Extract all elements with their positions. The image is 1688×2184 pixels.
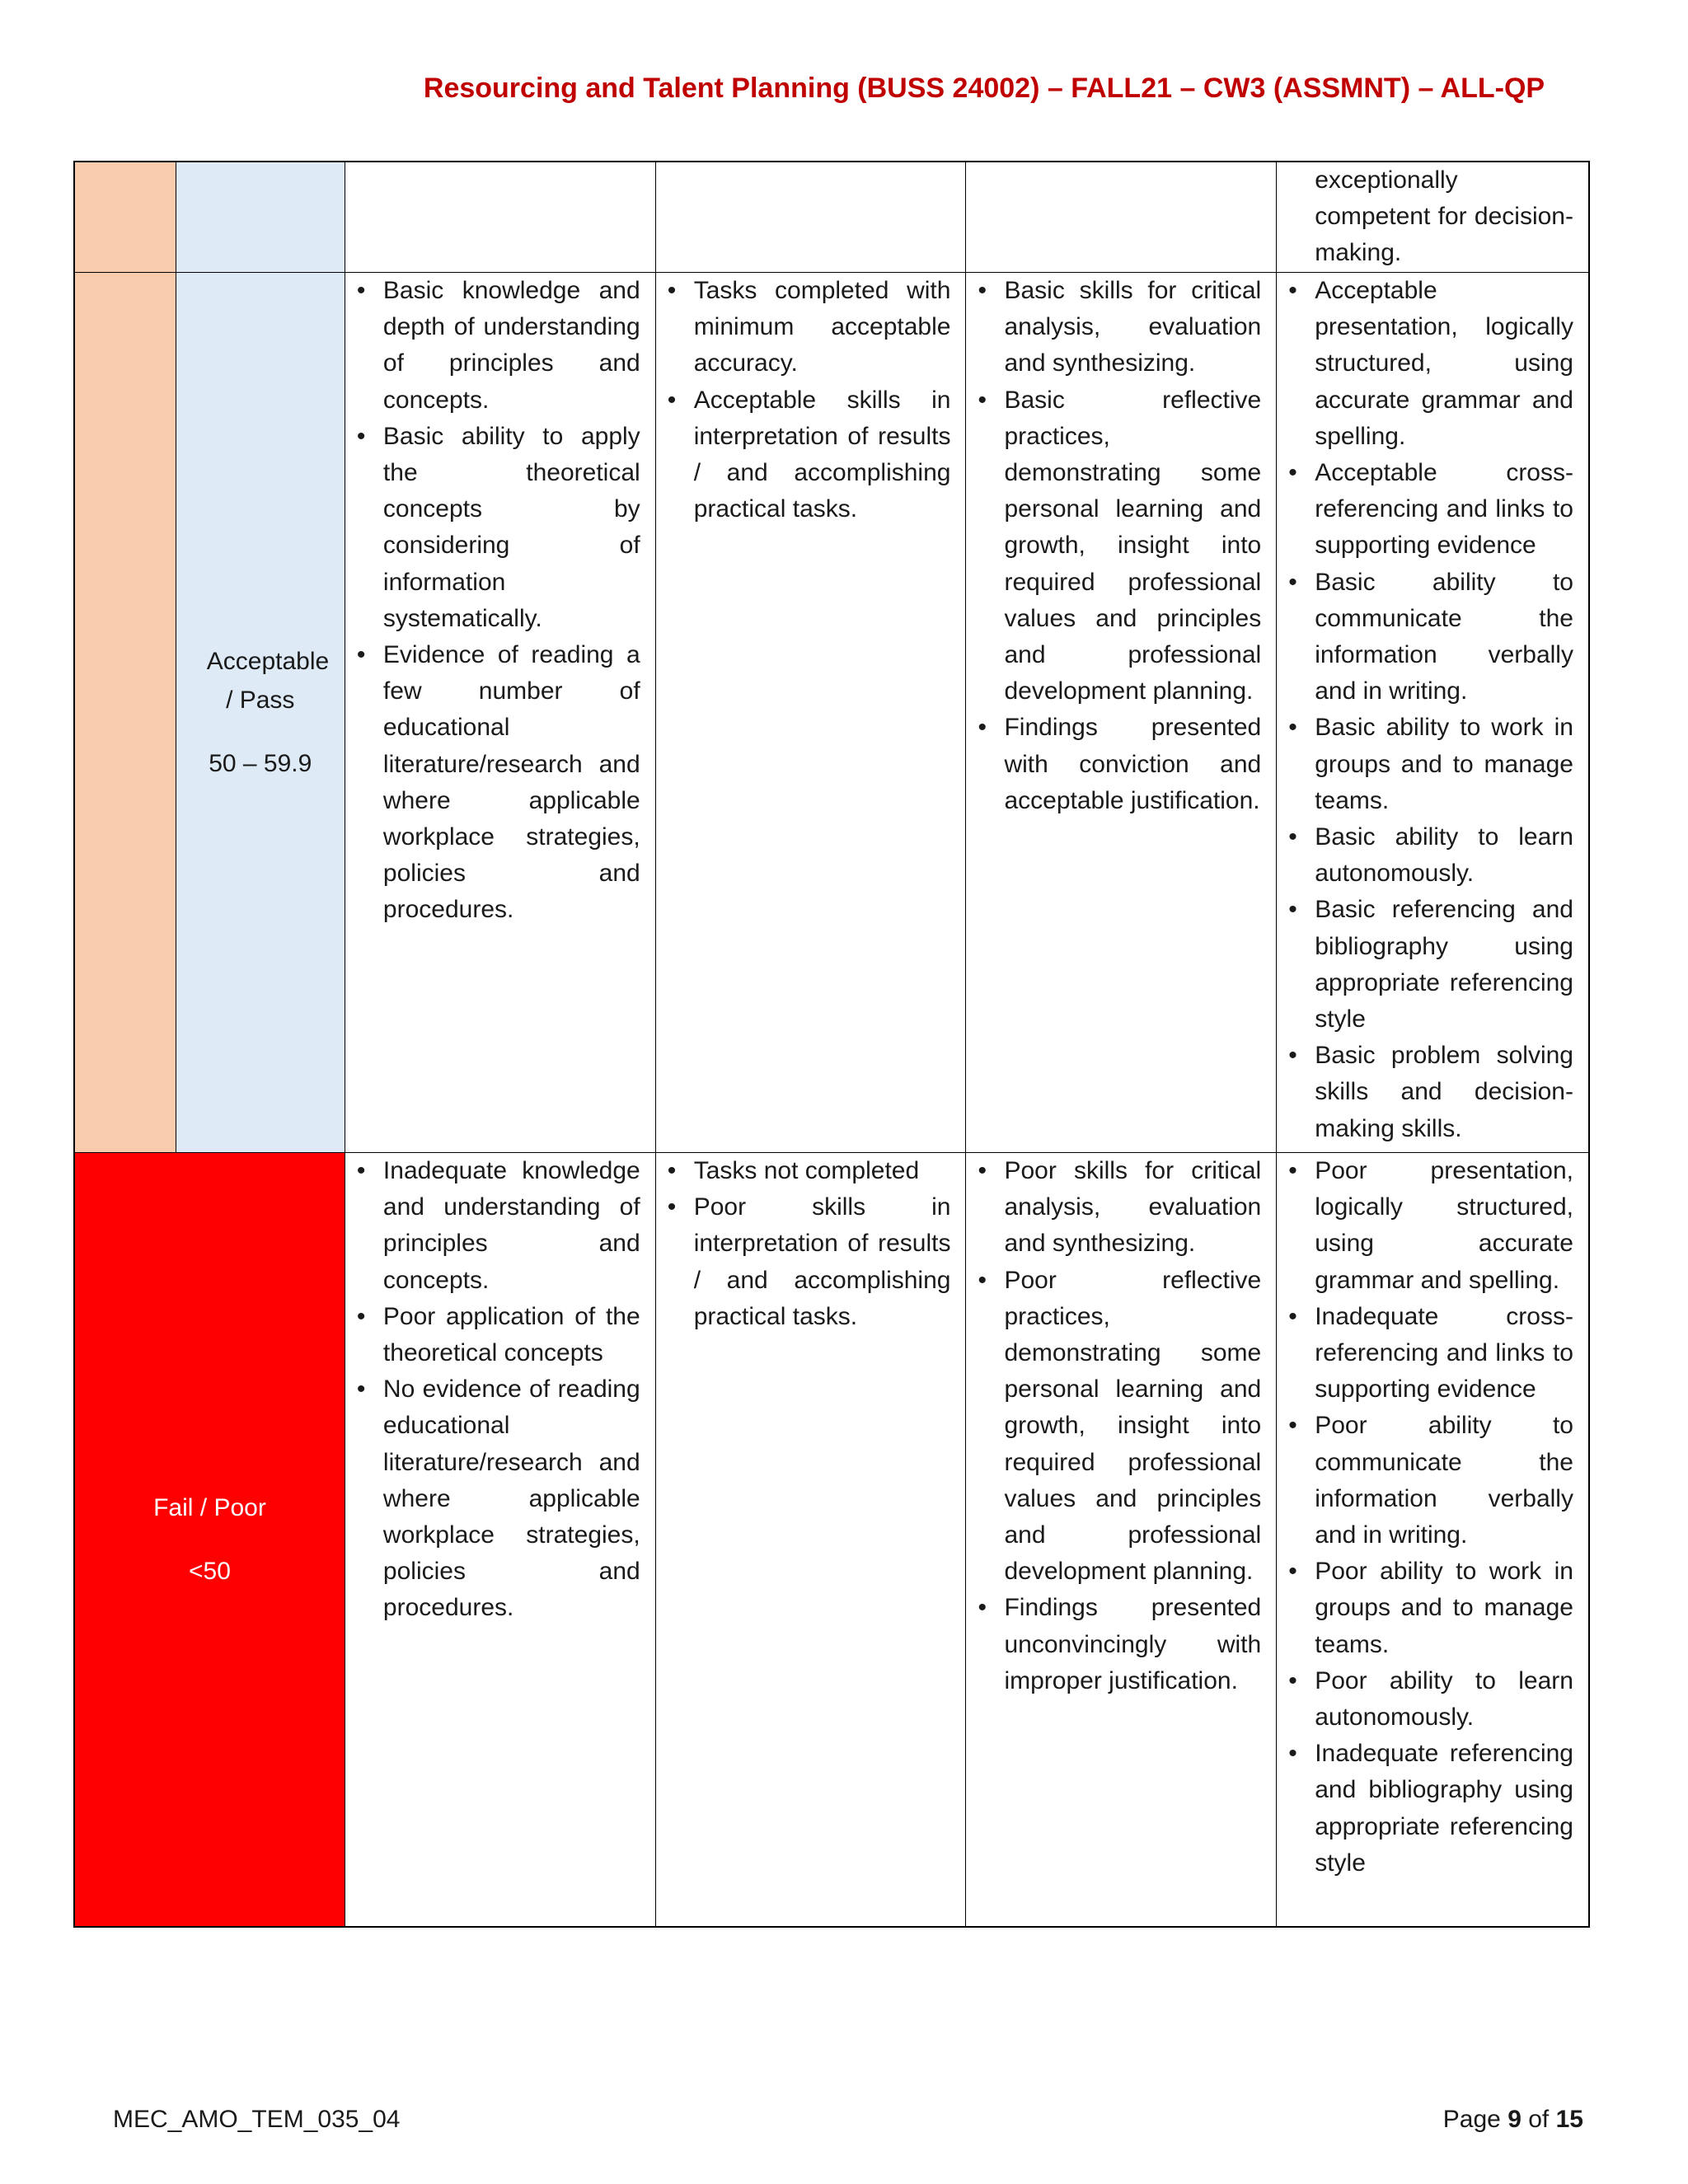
- analysis-cell-empty: [965, 162, 1276, 272]
- criteria-item: • Basic problem solving skills and decision-making skills.: [1315, 1038, 1573, 1147]
- criteria-item: • Acceptable cross-referencing and links to supporting evidence: [1315, 455, 1573, 565]
- criteria-item: • Basic ability to learn autonomously.: [1315, 819, 1573, 892]
- band-color-cell: [75, 273, 176, 1152]
- knowledge-cell-empty: [345, 162, 655, 272]
- criteria-list: [345, 1153, 655, 1627]
- criteria-item: • Inadequate referencing and bibliography using appropriate referencing style: [1315, 1736, 1573, 1882]
- analysis-cell-acceptable: [965, 273, 1276, 1152]
- criteria-item: • Poor ability to work in groups and to manage teams.: [1315, 1554, 1573, 1663]
- criteria-item: • Basic ability to apply the theoretical concepts by considering of information systematically.: [383, 419, 640, 637]
- criteria-item: • Poor ability to learn autonomously.: [1315, 1663, 1573, 1736]
- criteria-item: • Evidence of reading a few number of educational literature/research and where applicable workplace strategies, policies and procedures.: [383, 637, 640, 929]
- tasks-cell-acceptable: [655, 273, 966, 1152]
- criteria-list: [966, 1153, 1276, 1699]
- criteria-list: [656, 273, 966, 527]
- criteria-item: • Basic reflective practices, demonstrating some personal learning and growth, insight into required professional values and principles and professional development planning.: [1004, 382, 1261, 710]
- page-current: 9: [1507, 2106, 1522, 2133]
- criteria-item: • Tasks not completed: [694, 1153, 951, 1189]
- grade-range: 50 – 59.9: [209, 750, 312, 777]
- criteria-item: • Poor skills in interpretation of results / and accomplishing practical tasks.: [694, 1189, 951, 1335]
- criteria-item: • Acceptable presentation, logically structured, using accurate grammar and spelling.: [1315, 273, 1573, 455]
- criteria-item: • Basic knowledge and depth of understanding of principles and concepts.: [383, 273, 640, 419]
- grade-range: <50: [189, 1558, 231, 1585]
- analysis-cell-fail: [965, 1153, 1276, 1926]
- page-total: 15: [1555, 2106, 1583, 2133]
- criteria-item: • Basic skills for critical analysis, evaluation and synthesizing.: [1004, 273, 1261, 382]
- criteria-item: • Findings presented unconvincingly with improper justification.: [1004, 1590, 1261, 1699]
- criteria-item: • Tasks completed with minimum acceptable accuracy.: [694, 273, 951, 382]
- criteria-item: • Poor application of the theoretical concepts: [383, 1299, 640, 1371]
- grade-cell-acceptable: [176, 273, 345, 1152]
- grade-cell-fail: [75, 1153, 345, 1926]
- criteria-item: • Poor presentation, logically structured, using accurate grammar and spelling.: [1315, 1153, 1573, 1299]
- grade-cell-empty: [176, 162, 345, 272]
- page-prefix: Page: [1442, 2106, 1501, 2133]
- rubric-row-fail: [75, 1152, 1588, 1926]
- rubric-row-acceptable: [75, 272, 1588, 1152]
- criteria-list: [345, 273, 655, 929]
- criteria-item: • Findings presented with conviction and acceptable justification.: [1004, 710, 1261, 819]
- criteria-item: • Inadequate knowledge and understanding of principles and concepts.: [383, 1153, 640, 1299]
- criteria-list: [1277, 1153, 1588, 1882]
- criteria-list: [656, 1153, 966, 1335]
- criteria-item: • Inadequate cross-referencing and links to supporting evidence: [1315, 1299, 1573, 1408]
- tasks-cell-empty: [655, 162, 966, 272]
- rubric-row-continuation: [75, 162, 1588, 272]
- page-of: of: [1528, 2106, 1550, 2133]
- knowledge-cell-fail: [345, 1153, 655, 1926]
- criteria-list: [966, 273, 1276, 819]
- document-code: MEC_AMO_TEM_035_04: [113, 2106, 401, 2133]
- page-title: Resourcing and Talent Planning (BUSS 24002) – FALL21 – CW3 (ASSMNT) – ALL-QP: [423, 73, 1545, 104]
- communication-continuation-text: exceptionally competent for decision-making.: [1315, 166, 1573, 266]
- criteria-item: • Basic ability to work in groups and to manage teams.: [1315, 710, 1573, 819]
- knowledge-cell-acceptable: [345, 273, 655, 1152]
- communication-cell-fail: [1276, 1153, 1588, 1926]
- communication-cell-acceptable: [1276, 273, 1588, 1152]
- criteria-item: • Poor ability to communicate the information verbally and in writing.: [1315, 1408, 1573, 1554]
- communication-cell-continuation: [1276, 162, 1588, 272]
- grade-label: Fail / Poor: [153, 1494, 266, 1521]
- band-color-cell: [75, 162, 176, 272]
- grade-label: Acceptable / Pass: [206, 648, 330, 714]
- rubric-table: [73, 161, 1590, 1928]
- criteria-item: • No evidence of reading educational literature/research and where applicable workplace strategies, policies and procedures.: [383, 1371, 640, 1626]
- tasks-cell-fail: [655, 1153, 966, 1926]
- criteria-item: • Acceptable skills in interpretation of results / and accomplishing practical tasks.: [694, 382, 951, 528]
- criteria-item: • Basic referencing and bibliography using appropriate referencing style: [1315, 892, 1573, 1038]
- criteria-item: • Basic ability to communicate the information verbally and in writing.: [1315, 565, 1573, 710]
- criteria-item: • Poor skills for critical analysis, evaluation and synthesizing.: [1004, 1153, 1261, 1263]
- criteria-item: • Poor reflective practices, demonstrating some personal learning and growth, insight into required professional values and principles and professional development planning.: [1004, 1263, 1261, 1591]
- page-number: [1443, 2106, 1583, 2134]
- criteria-list: [1277, 273, 1588, 1147]
